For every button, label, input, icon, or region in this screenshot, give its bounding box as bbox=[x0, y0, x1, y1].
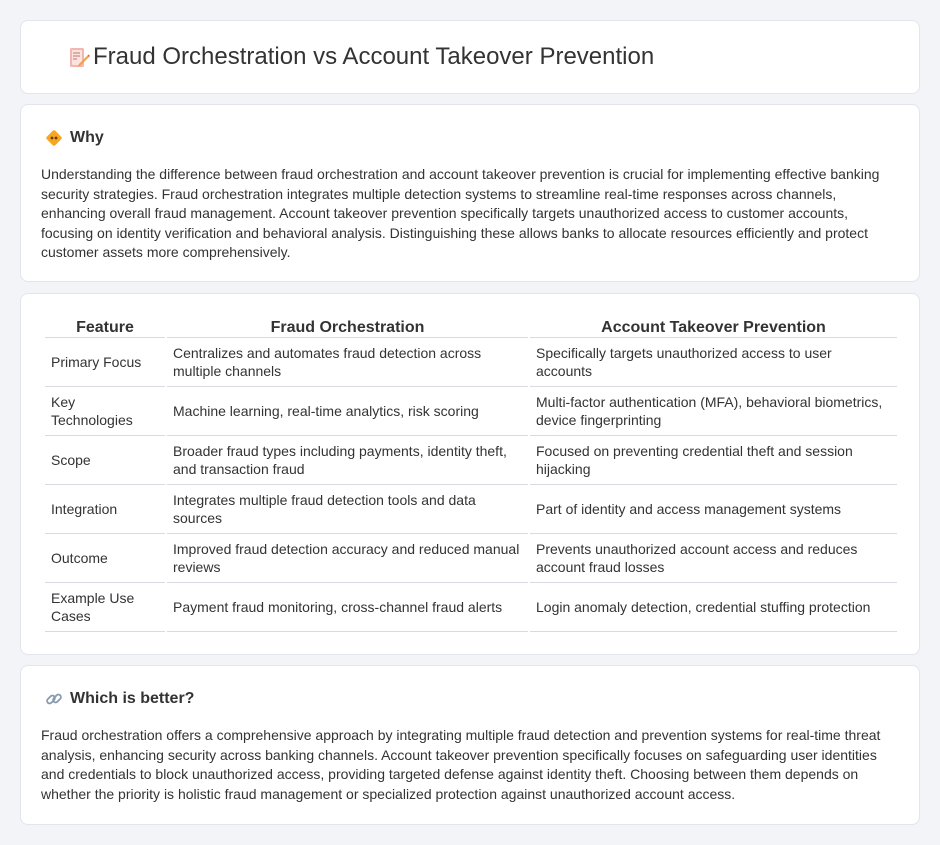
table-row bbox=[45, 485, 897, 534]
account-takeover-cell: Login anomaly detection, credential stuffing protection bbox=[530, 583, 897, 632]
header-account-takeover-prevention: Account Takeover Prevention bbox=[530, 316, 897, 338]
account-takeover-cell: Prevents unauthorized account access and reduces account fraud losses bbox=[530, 534, 897, 583]
account-takeover-cell: Specifically targets unauthorized access to user accounts bbox=[530, 338, 897, 387]
feature-cell: Scope bbox=[45, 436, 165, 485]
page-title: Fraud Orchestration vs Account Takeover Prevention bbox=[93, 43, 655, 70]
table-header-row bbox=[45, 316, 897, 338]
which-is-better-heading: Which is better? bbox=[70, 690, 195, 707]
comparison-table bbox=[43, 316, 899, 632]
fraud-orchestration-cell: Machine learning, real-time analytics, risk scoring bbox=[167, 387, 528, 436]
table-row bbox=[45, 436, 897, 485]
fraud-orchestration-cell: Broader fraud types including payments, identity theft, and transaction fraud bbox=[167, 436, 528, 485]
table-row bbox=[45, 583, 897, 632]
fraud-orchestration-cell: Integrates multiple fraud detection tools and data sources bbox=[167, 485, 528, 534]
why-section bbox=[20, 104, 920, 282]
fraud-orchestration-cell: Improved fraud detection accuracy and reduced manual reviews bbox=[167, 534, 528, 583]
feature-cell: Primary Focus bbox=[45, 338, 165, 387]
document-pencil-icon bbox=[67, 46, 91, 70]
comparison-table-card bbox=[20, 293, 920, 655]
fraud-orchestration-cell: Centralizes and automates fraud detection across multiple channels bbox=[167, 338, 528, 387]
diamond-warning-icon bbox=[45, 129, 63, 147]
which-is-better-text: Fraud orchestration offers a comprehensive approach by integrating multiple fraud detection and prevention systems for real-time threat analysis, enhancing security across banking channels. Account takeover prevention specifically focuses on safeguarding user identities and credentials to block unauthorized access, providing targeted defense against identity theft. Choosing between them depends on whether the priority is holistic fraud management or specialized protection against unauthorized account access. bbox=[41, 727, 881, 802]
feature-cell: Example Use Cases bbox=[45, 583, 165, 632]
feature-cell: Integration bbox=[45, 485, 165, 534]
account-takeover-cell: Multi-factor authentication (MFA), behavioral biometrics, device fingerprinting bbox=[530, 387, 897, 436]
header-fraud-orchestration: Fraud Orchestration bbox=[167, 316, 528, 338]
feature-cell: Outcome bbox=[45, 534, 165, 583]
fraud-orchestration-cell: Payment fraud monitoring, cross-channel fraud alerts bbox=[167, 583, 528, 632]
header-feature: Feature bbox=[45, 316, 165, 338]
feature-cell: Key Technologies bbox=[45, 387, 165, 436]
table-row bbox=[45, 338, 897, 387]
table-row bbox=[45, 387, 897, 436]
why-heading: Why bbox=[70, 129, 104, 146]
title-card bbox=[20, 20, 920, 94]
account-takeover-cell: Focused on preventing credential theft and session hijacking bbox=[530, 436, 897, 485]
which-is-better-section bbox=[20, 665, 920, 825]
why-text: Understanding the difference between fraud orchestration and account takeover prevention is crucial for implementing effective banking security strategies. Fraud orchestration integrates multiple detection systems to streamline real-time responses across channels, enhancing overall fraud management. Account takeover prevention specifically targets unauthorized access to customer accounts, focusing on identity verification and behavioral analysis. Distinguishing these allows banks to allocate resources efficiently and protect customer assets more comprehensively. bbox=[41, 166, 880, 260]
account-takeover-cell: Part of identity and access management systems bbox=[530, 485, 897, 534]
link-icon bbox=[45, 690, 63, 708]
table-row bbox=[45, 534, 897, 583]
